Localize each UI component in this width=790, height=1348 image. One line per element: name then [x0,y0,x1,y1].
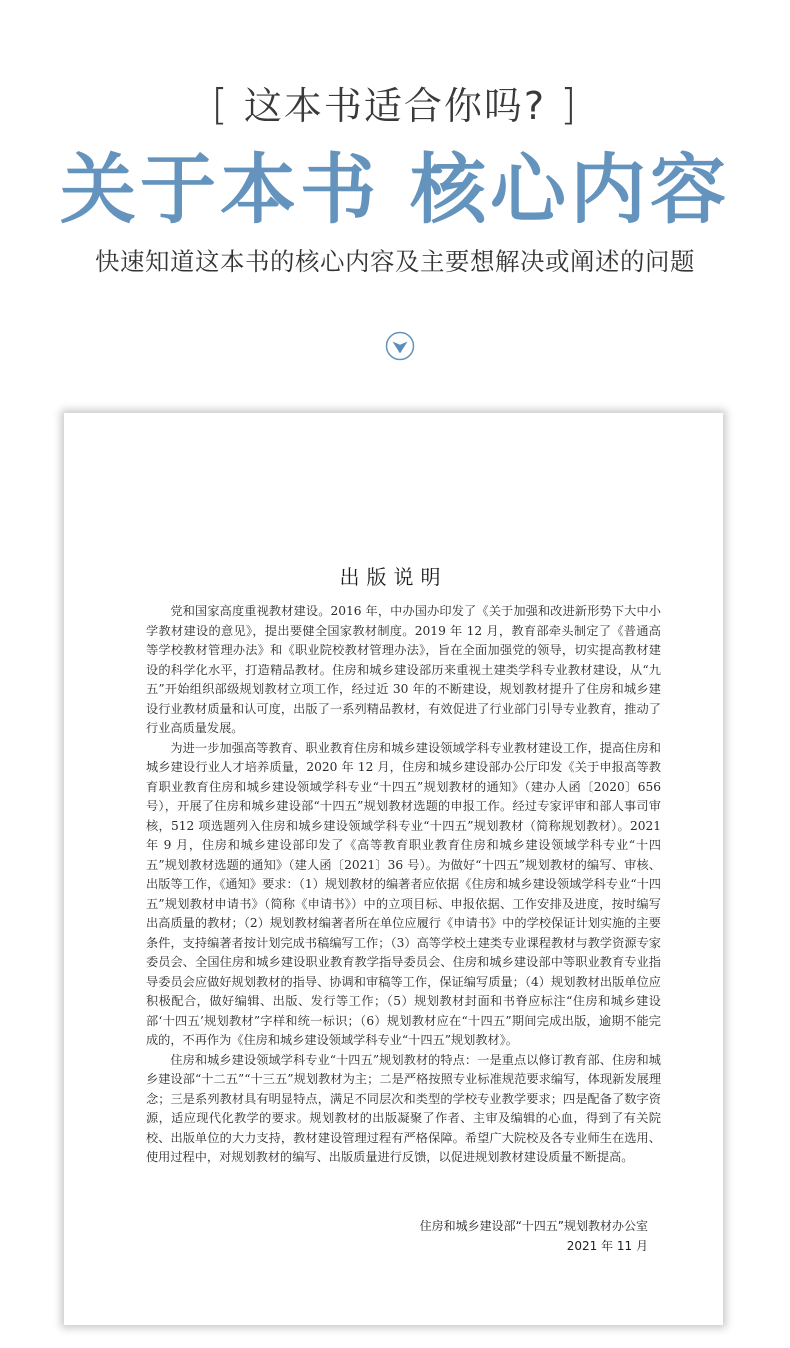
chevron-down-circle-icon[interactable] [385,331,415,361]
document-body [146,602,661,1168]
main-title-part1: 关于本书 [60,145,380,234]
document-page [64,413,723,1325]
paragraph-2: 为进一步加强高等教育、职业教育住房和城乡建设领域学科专业教材建设工作，提高住房和城乡建设行业人才培养质量，2020 年 12 月，住房和城乡建设部办公厅印发《关于申报高等教育职业教育住房和城乡建设领域学科专业“十四五”规划教材的通知》（建办人函〔2020〕656 号），开展了住房和城乡建设部“十四五”规划教材选题的申报工作。经过专家评审和部人事司审核，512 项选题列入住房和城乡建设领域学科专业“十四五”规划教材（简称规划教材）。2021 年 9 月，住房和城乡建设部印发了《高等教育职业教育住房和城乡建设领域学科专业“十四五”规划教材选题的通知》（建人函〔2021〕36 号）。为做好“十四五”规划教材的编写、审核、出版等工作，《通知》要求：（1）规划教材的编著者应依据《住房和城乡建设领域学科专业“十四五”规划教材申请书》（简称《申请书》）中的立项目标、申报依据、工作安排及进度，按时编写出高质量的教材；（2）规划教材编著者所在单位应履行《申请书》中的学校保证计划实施的主要条件，支持编著者按计划完成书稿编写工作；（3）高等学校土建类专业课程教材与教学资源专家委员会、全国住房和城乡建设职业教育教学指导委员会、住房和城乡建设部中等职业教育专业指导委员会应做好规划教材的指导、协调和审稿等工作，保证编写质量；（4）规划教材出版单位应积极配合，做好编辑、出版、发行等工作；（5）规划教材封面和书脊应标注“住房和城乡建设部‘十四五’规划教材”字样和统一标识；（6）规划教材应在“十四五”期间完成出版，逾期不能完成的，不再作为《住房和城乡建设领域学科专业“十四五”规划教材》。 [146,740,661,1047]
question-heading [0,80,790,131]
subtitle: 快速知道这本书的核心内容及主要想解决或阐述的问题 [95,247,695,276]
question-text: 这本书适合你吗? [243,84,547,128]
signature-organization: 住房和城乡建设部“十四五”规划教材办公室 [419,1219,648,1233]
document-title: 出版说明 [339,565,448,589]
paragraph-3: 住房和城乡建设领域学科专业“十四五”规划教材的特点：一是重点以修订教育部、住房和城乡建设部“十二五”“十三五”规划教材为主；二是严格按照专业标准规范要求编写，体现新发展理念；三是系列教材具有明显特点，满足不同层次和类型的学校专业教学要求；四是配备了数字资源，适应现代化教学的要求。规划教材的出版凝聚了作者、主审及编辑的心血，得到了有关院校、出版单位的大力支持，教材建设管理过程有严格保障。希望广大院校及各专业师生在选用、使用过程中，对规划教材的编写、出版质量进行反馈，以促进规划教材建设质量不断提高。 [146,1052,661,1164]
chevron-down-circle-svg [385,331,415,361]
signature-block [420,1216,648,1256]
open-bracket: [ [211,80,230,129]
paragraph-1: 党和国家高度重视教材建设。2016 年，中办国办印发了《关于加强和改进新形势下大中小学教材建设的意见》，提出要健全国家教材制度。2019 年 12 月，教育部牵头制定了《普通高等学校教材管理办法》和《职业院校教材管理办法》，旨在全面加强党的领导，切实提高教材建设的科学化水平，打造精品教材。住房和城乡建设部历来重视土建类学科专业教材建设，从“九五”开始组织部级规划教材立项工作，经过近 30 年的不断建设，规划教材提升了住房和城乡建设行业教材质量和认可度，出版了一系列精品教材，有效促进了行业部门引导专业教育，推动了行业高质量发展。 [146,604,661,735]
close-bracket: ] [560,80,579,129]
main-title [0,142,790,238]
main-title-part2: 核心内容 [410,145,730,234]
signature-date: 2021 年 11 月 [566,1239,648,1253]
